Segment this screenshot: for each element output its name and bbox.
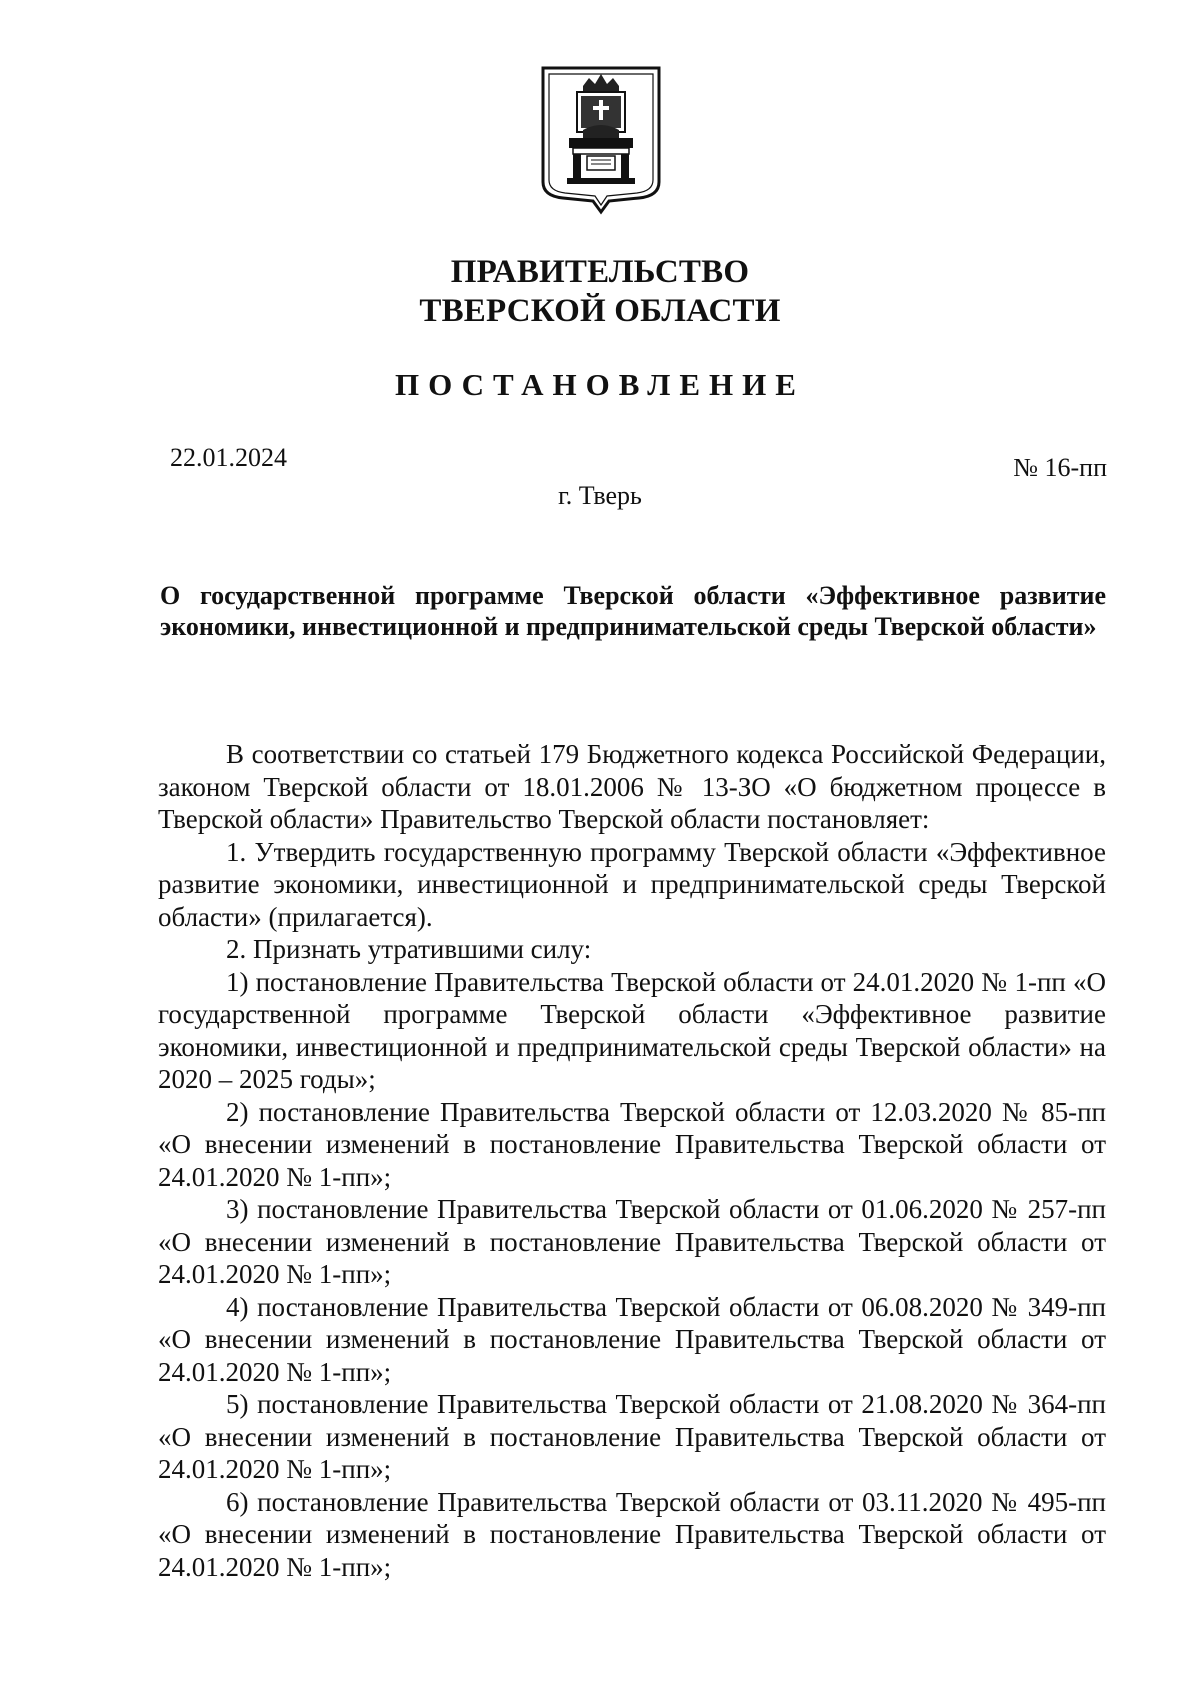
government-name-line2: ТВЕРСКОЙ ОБЛАСТИ — [419, 293, 781, 329]
paragraph-subitem-5: 5) постановление Правительства Тверской области от 21.08.2020 № 364-пп «О внесении изменений в постановление Правительства Тверской области от 24.01.2020 № 1-пп»; — [158, 1389, 1106, 1484]
document-number: № 16-пп — [1013, 453, 1107, 482]
paragraph-item-2: 2. Признать утратившими силу: — [226, 934, 592, 964]
government-name-line1: ПРАВИТЕЛЬСТВО — [450, 254, 750, 290]
document-subject: О государственной программе Тверской области «Эффективное развитие экономики, инвестиционной и предпринимательской среды Тверской области» — [160, 581, 1106, 641]
paragraph-item-1: 1. Утвердить государственную программу Тверской области «Эффективное развитие экономики, инвестиционной и предпринимательской среды Тверской области» (прилагается). — [158, 836, 1106, 932]
paragraph-subitem-3: 3) постановление Правительства Тверской области от 01.06.2020 № 257-пп «О внесении изменений в постановление Правительства Тверской области от 24.01.2020 № 1-пп»; — [158, 1194, 1106, 1289]
paragraph-subitem-2: 2) постановление Правительства Тверской области от 12.03.2020 № 85-пп «О внесении изменений в постановление Правительства Тверской области от 24.01.2020 № 1-пп»; — [158, 1096, 1106, 1192]
paragraph-subitem-4: 4) постановление Правительства Тверской области от 06.08.2020 № 349-пп «О внесении изменений в постановление Правительства Тверской области от 24.01.2020 № 1-пп»; — [158, 1291, 1106, 1387]
document-date: 22.01.2024 — [170, 443, 287, 472]
document-city: г. Тверь — [558, 481, 642, 510]
paragraph-subitem-6: 6) постановление Правительства Тверской области от 03.11.2020 № 495-пп «О внесении изменений в постановление Правительства Тверской области от 24.01.2020 № 1-пп»; — [158, 1486, 1106, 1582]
paragraph-subitem-1: 1) постановление Правительства Тверской области от 24.01.2020 № 1-пп «О государственной программе Тверской области «Эффективное развитие экономики, инвестиционной и предпринимательской среды Тверской области» на 2020 – 2025 годы»; — [158, 966, 1106, 1094]
document-body — [158, 738, 1106, 1583]
tver-coat-of-arms-icon — [539, 64, 663, 216]
paragraph-preamble: В соответствии со статьей 179 Бюджетного кодекса Российской Федерации, законом Тверской области от 18.01.2006 № 13-ЗО «О бюджетном процессе в Тверской области» Правительство Тверской области постановляет: — [158, 739, 1106, 834]
document-type-heading: ПОСТАНОВЛЕНИЕ — [395, 367, 805, 402]
